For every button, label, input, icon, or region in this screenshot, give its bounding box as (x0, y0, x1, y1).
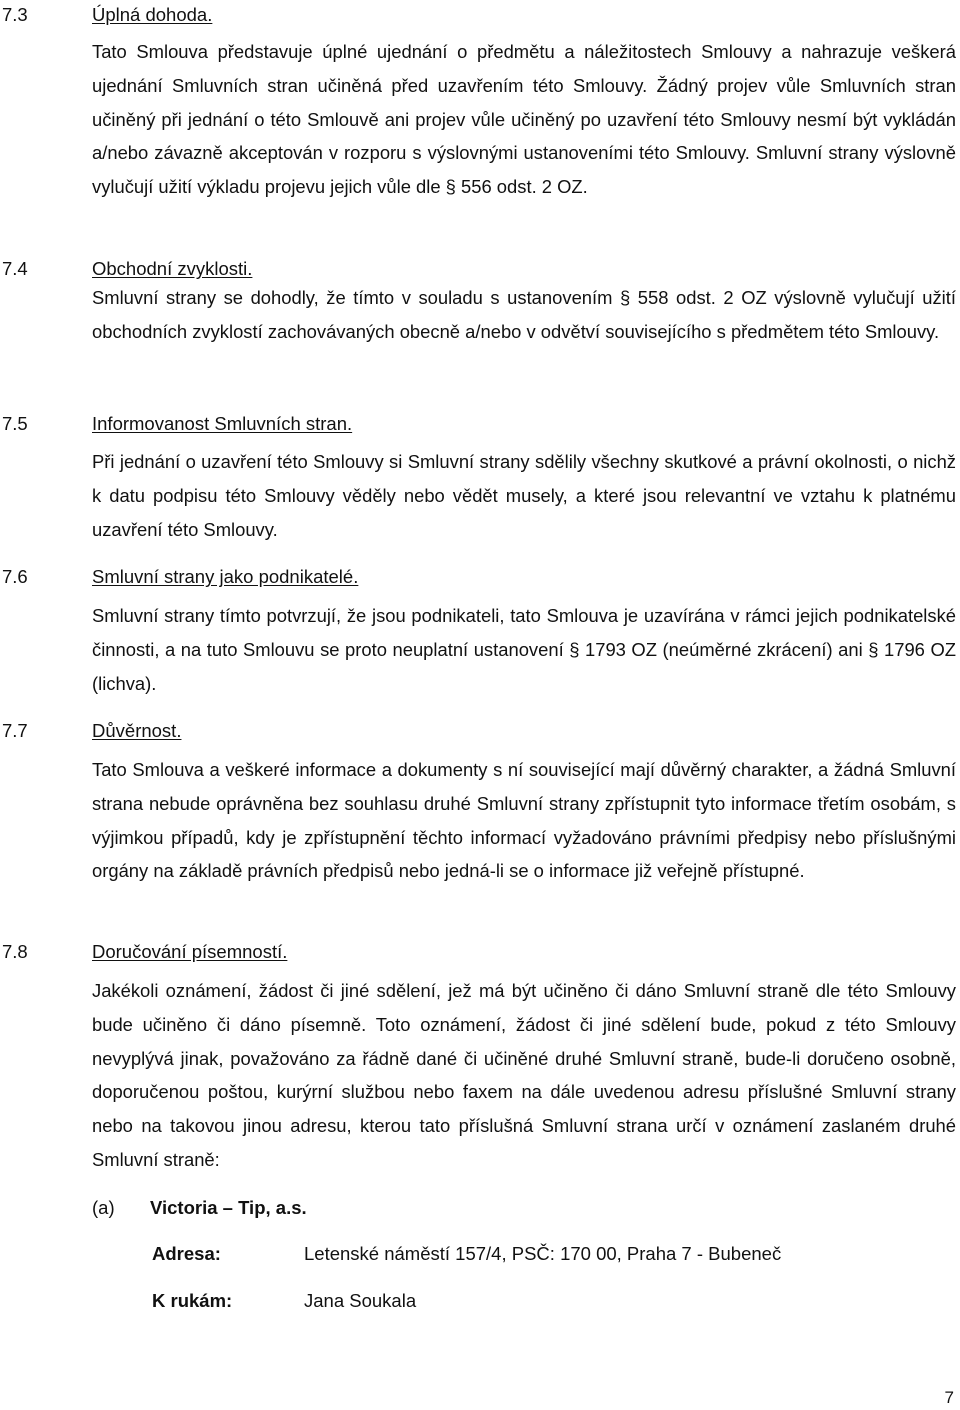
section-heading (0, 939, 960, 965)
section-number: 7.8 (2, 941, 28, 962)
section-heading (0, 411, 960, 437)
section-title: Smluvní strany jako podnikatelé. (92, 566, 359, 587)
section-number: 7.6 (2, 566, 28, 587)
section-paragraph: Jakékoli oznámení, žádost či jiné sdělení, jež má být učiněno či dáno Smluvní straně dle této Smlouvy bude učiněno či dáno písemně. Toto oznámení, žádost či jiné sdělení bude, pokud z této Smlouvy nevyplývá jinak, považováno za řádně dané či učiněné druhé Smluvní straně, bude-li doručeno osobně, doporučenou poštou, kurýrní službou nebo faxem na dále uvedenou adresu příslušné Smluvní strany nebo na takovou jinou adresu, kterou tato příslušná Smluvní strana určí v oznámení zaslaném druhé Smluvní straně: (92, 980, 956, 1170)
section-title: Úplná dohoda. (92, 4, 213, 25)
section-number: 7.3 (2, 4, 28, 25)
party-name: Victoria – Tip, a.s. (150, 1197, 307, 1218)
party-letter: (a) (92, 1197, 115, 1218)
address-value: Letenské náměstí 157/4, PSČ: 170 00, Praha 7 - Bubeneč (304, 1243, 782, 1264)
section-number: 7.5 (2, 413, 28, 434)
section-heading (0, 2, 960, 28)
address-label: Adresa: (152, 1243, 221, 1264)
section-paragraph: Tato Smlouva představuje úplné ujednání o předmětu a náležitostech Smlouvy a nahrazuje veškerá ujednání Smluvních stran učiněná před uzavřením této Smlouvy. Žádný projev vůle Smluvních stran učiněný při jednání o této Smlouvě ani projev vůle učiněný po uzavření této Smlouvy nesmí být vykládán a/nebo závazně akceptován v rozporu s výslovnými ustanoveními této Smlouvy. Smluvní strany výslovně vylučují užití výkladu projevu jejich vůle dle § 556 odst. 2 OZ. (92, 41, 956, 198)
section-number: 7.4 (2, 258, 28, 279)
section-paragraph: Smluvní strany tímto potvrzují, že jsou podnikateli, tato Smlouva je uzavírána v rámci jejich podnikatelské činnosti, a na tuto Smlouvu se proto neuplatní ustanovení § 1793 OZ (neúměrné zkrácení) ani § 1796 OZ (lichva). (92, 605, 956, 694)
section-7-8 (0, 939, 960, 1170)
section-title: Informovanost Smluvních stran. (92, 413, 353, 434)
section-title: Doručování písemností. (92, 941, 288, 962)
section-7-3 (0, 2, 960, 198)
section-title: Obchodní zvyklosti. (92, 258, 253, 279)
section-heading (0, 564, 960, 590)
section-paragraph: Smluvní strany se dohodly, že tímto v souladu s ustanovením § 558 odst. 2 OZ výslovně vylučují užití obchodních zvyklostí zachovávaných obecně a/nebo v odvětví souvisejícího s předmětem této Smlouvy. (92, 287, 956, 342)
attention-value: Jana Soukala (304, 1290, 417, 1311)
section-heading (0, 256, 960, 282)
section-7-6 (0, 564, 960, 694)
section-title: Důvěrnost. (92, 720, 182, 741)
section-number: 7.7 (2, 720, 28, 741)
attention-label: K rukám: (152, 1290, 233, 1311)
section-7-7 (0, 718, 960, 882)
section-paragraph: Při jednání o uzavření této Smlouvy si Smluvní strany sdělily všechny skutkové a právní okolnosti, o nichž k datu podpisu této Smlouvy věděly nebo vědět musely, a které jsou relevantní ve vztahu k platnému uzavření této Smlouvy. (92, 451, 956, 540)
section-7-5 (0, 411, 960, 540)
section-heading (0, 718, 960, 744)
section-paragraph: Tato Smlouva a veškeré informace a dokumenty s ní související mají důvěrný charakter, a žádná Smluvní strana nebude oprávněna bez souhlasu druhé Smluvní strany zpřístupnit tyto informace třetím osobám, s výjimkou případů, kdy je zpřístupnění těchto informací vyžadováno právními předpisy nebo příslušnými orgány na základě právních předpisů nebo jedná-li se o informace již veřejně přístupné. (92, 759, 956, 882)
section-7-4 (0, 256, 960, 342)
page-number: 7 (944, 1388, 954, 1407)
